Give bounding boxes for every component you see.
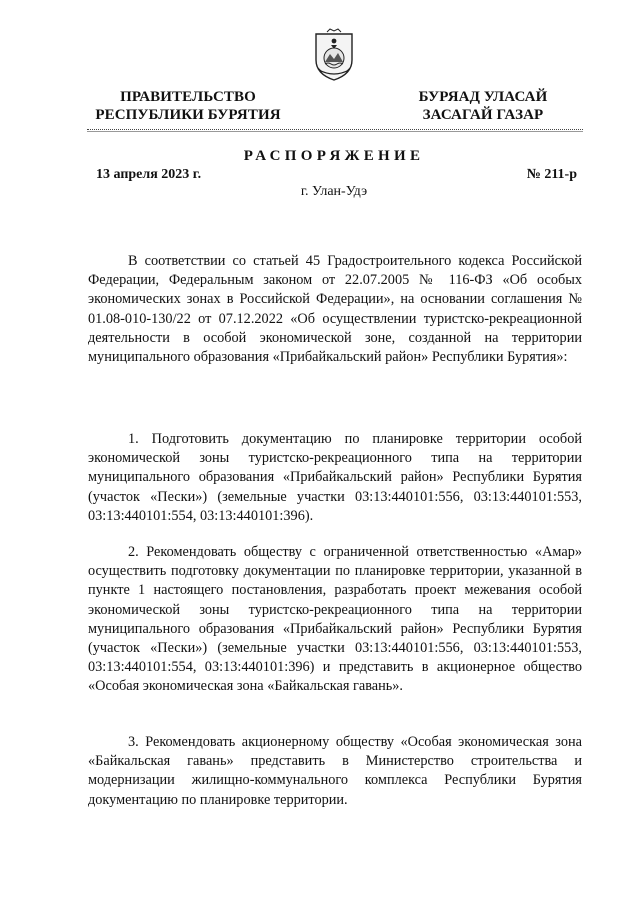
paragraph-text: 2. Рекомендовать обществу с ограниченной ответственностью «Амар» осуществить подготовку документации по планировке территории, указанной в пункте 1 настоящего постановления, разработать проект межевания особой экономической зоны туристско-рекреационного типа на территории муниципального образования «Прибайкальский район» Республики Бурятия (участок «Пески») (земельные участки 03:13:440101:556, 03:13:440101:553, 03:13:440101:554, 03:13:440101:396) и представить в акционерное общество «Особая экономическая зона «Байкальская гавань». — [88, 544, 582, 695]
paragraph-text: 1. Подготовить документацию по планировке территории особой экономической зоны туристско-рекреационного типа на территории муниципального образования «Прибайкальский район» Республики Бурятия (участок «Пески») (земельные участки 03:13:440101:556, 03:13:440101:553, 03:13:440101:554, 03:13:440101:396). — [88, 431, 582, 524]
header-divider-underline — [87, 131, 583, 132]
document-number: № 211-р — [526, 167, 577, 182]
item-2-paragraph — [88, 543, 582, 697]
paragraph-text: 3. Рекомендовать акционерному обществу «Особая экономическая зона «Байкальская гавань» представить в Министерство строительства и модернизации жилищно-коммунального комплекса Республики Бурятия документацию по планировке территории. — [88, 734, 582, 808]
preamble-paragraph — [88, 252, 582, 367]
item-1-paragraph — [88, 430, 582, 526]
document-date: 13 апреля 2023 г. — [96, 167, 202, 182]
coat-of-arms-emblem-icon — [313, 28, 355, 82]
document-title: РАСПОРЯЖЕНИЕ — [243, 148, 425, 164]
header-divider — [87, 129, 583, 130]
document-city: г. Улан-Удэ — [300, 184, 368, 199]
paragraph-text: В соответствии со статьей 45 Градостроительного кодекса Российской Федерации, Федеральным законом от 22.07.2005 № 116-ФЗ «Об особых экономических зонах в Российской Федерации», на основании соглашения № 01.08-010-130/22 от 07.12.2022 «Об осуществлении туристско-рекреационной деятельности в особой экономической зоне, созданной на территории муниципального образования «Прибайкальский район» Республики Бурятия»: — [88, 253, 582, 366]
government-name-bua — [388, 88, 578, 124]
government-name-ru-line1: ПРАВИТЕЛЬСТВО — [120, 89, 256, 105]
item-3-paragraph — [88, 733, 582, 810]
government-name-bua-line2: ЗАСАГАЙ ГАЗАР — [422, 107, 544, 123]
government-name-ru-line2: РЕСПУБЛИКИ БУРЯТИЯ — [95, 107, 281, 123]
government-name-ru — [88, 88, 288, 124]
government-name-bua-line1: БУРЯАД УЛАСАЙ — [418, 89, 548, 105]
